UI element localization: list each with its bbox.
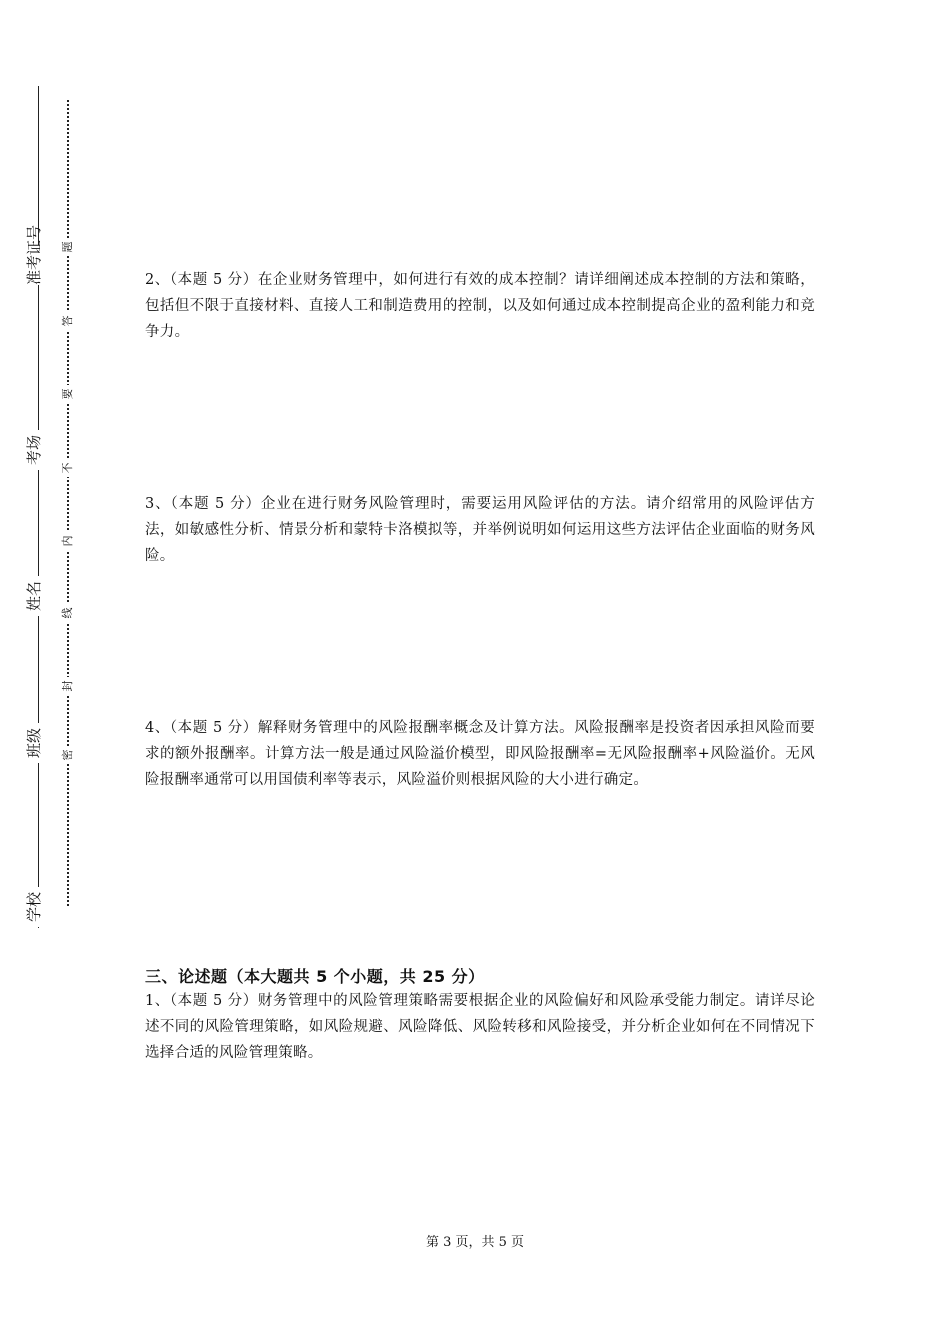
seal-char-3: 要 [59,385,77,403]
school-label: 学校 [14,887,54,927]
class-label: 班级 [14,723,54,763]
seal-char-7: 封 [59,677,77,695]
question-4: 4、（本题 5 分）解释财务管理中的风险报酬率概念及计算方法。风险报酬率是投资者因承担风险而要求的额外报酬率。计算方法一般是通过风险溢价模型，即风险报酬率=无风险报酬率+风险溢价。无风险报酬率通常可以用国债利率等表示，风险溢价则根据风险的大小进行确定。 [145,720,815,788]
seal-char-5: 内 [59,532,77,550]
page-footer: 第 3 页，共 5 页 [425,1235,525,1250]
exam-room-label: 考场 [14,430,54,470]
question-2: 2、（本题 5 分）在企业财务管理中，如何进行有效的成本控制？请详细阐述成本控制的方法和策略，包括但不限于直接材料、直接人工和制造费用的控制，以及如何通过成本控制提高企业的盈利能力和竞争力。 [145,272,815,340]
seal-char-4: 不 [59,459,77,477]
seal-char-8: 密 [59,746,77,764]
seal-dotted-line [67,100,69,906]
seal-char-2: 答 [59,312,77,330]
seal-char-6: 线 [59,604,77,622]
question-3: 3、（本题 5 分）企业在进行财务风险管理时，需要运用风险评估的方法。请介绍常用的风险评估方法，如敏感性分析、情景分析和蒙特卡洛模拟等，并举例说明如何运用这些方法评估企业面临的财务风险。 [145,496,815,564]
binding-solid-line [38,86,39,928]
name-label: 姓名 [14,576,54,616]
seal-char-1: 题 [59,238,77,256]
essay-question-1: 1、（本题 5 分）财务管理中的风险管理策略需要根据企业的风险偏好和风险承受能力制定。请详尽论述不同的风险管理策略，如风险规避、风险降低、风险转移和风险接受，并分析企业如何在不同情况下选择合适的风险管理策略。 [145,993,815,1061]
exam-number-label: 准考证号 [14,245,54,285]
section-3-title: 三、论述题（本大题共 5 个小题，共 25 分） [145,967,485,986]
